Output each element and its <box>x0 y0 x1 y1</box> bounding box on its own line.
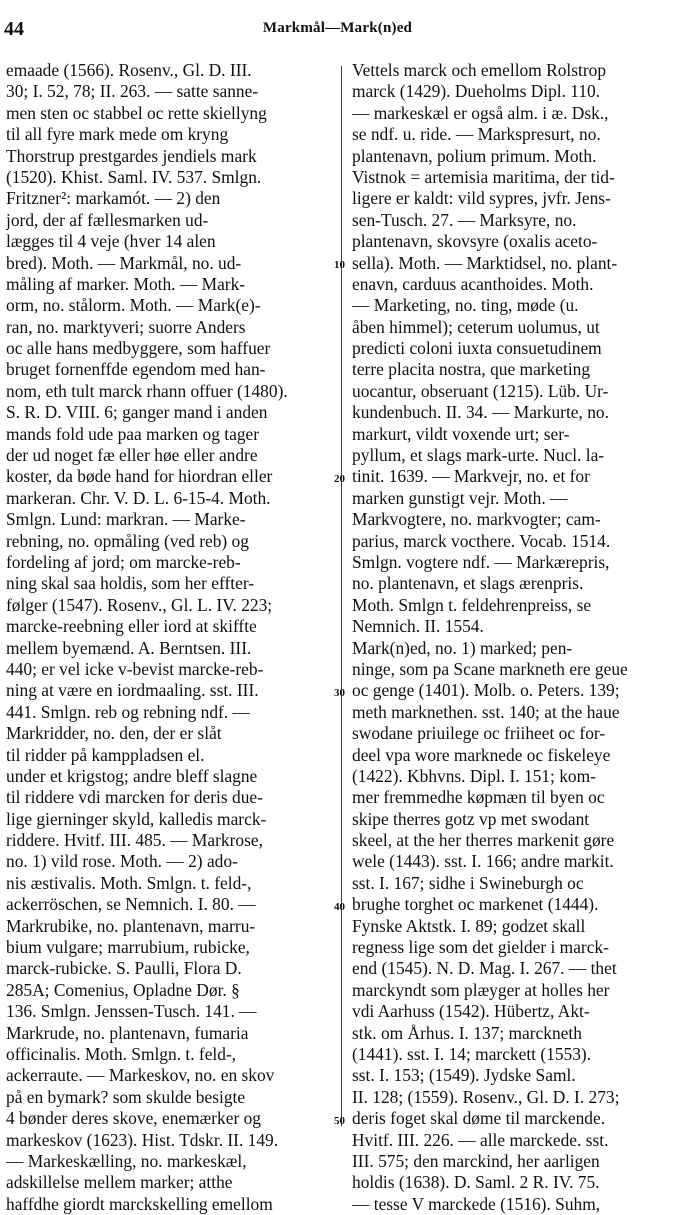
text-line: III. 575; den marckind, her aarligen <box>352 1150 600 1171</box>
text-line: 136. Smlgn. Jenssen-Tusch. 141. — <box>6 1001 257 1022</box>
text-line: mands fold ude paa marken og tager <box>6 423 260 444</box>
text-line: koster, da bøde hand for hiordran eller <box>6 466 273 487</box>
text-line: ackerraute. — Markeskov, no. en skov <box>6 1065 275 1086</box>
text-line: til all fyre mark mede om kryng <box>6 124 229 145</box>
text-line: pyllum, et slags mark-urte. Nucl. la- <box>352 445 605 466</box>
text-line: marken gunstigt vejr. Moth. — <box>352 487 568 508</box>
text-line: plantenavn, skovsyre (oxalis aceto- <box>352 231 598 252</box>
text-line: vdi Aarhuss (1542). Hübertz, Akt- <box>352 1001 590 1022</box>
text-line: fordeling af jord; om marcke-reb- <box>6 551 241 572</box>
text-line: sst. I. 153; (1549). Jydske Saml. <box>352 1065 576 1086</box>
text-line: riddere. Hvitf. III. 485. — Markrose, <box>6 830 263 851</box>
text-line: adskillelse mellem marker; atthe <box>6 1172 233 1193</box>
text-line: lægges til 4 veje (hver 14 alen <box>6 231 216 252</box>
text-line: sen-Tusch. 27. — Marksyre, no. <box>352 209 577 230</box>
text-line: Smlgn. Lund: markran. — Marke- <box>6 509 246 530</box>
text-line: swodane priuilege oc friiheet oc for- <box>352 723 606 744</box>
text-line: se ndf. u. ride. — Markspresurt, no. <box>352 124 601 145</box>
text-line: (1422). Kbhvns. Dipl. I. 151; kom- <box>352 765 596 786</box>
text-line: rebning, no. opmåling (ved reb) og <box>6 530 249 551</box>
text-line: holdis (1638). D. Saml. 2 R. IV. 75. <box>352 1172 600 1193</box>
text-line: regness lige som det gielder i marck- <box>352 937 609 958</box>
text-line: 4 bønder deres skove, enemærker og <box>6 1108 261 1129</box>
text-line: terre placita nostra, que marketing <box>352 359 591 380</box>
text-line: Smlgn. vogtere ndf. — Markærepris, <box>352 551 610 572</box>
text-line: no. plantenavn, et slags ærenpris. <box>352 573 584 594</box>
text-line: mellem byemænd. A. Berntsen. III. <box>6 637 252 658</box>
text-line: ning at være en iordmaaling. sst. III. <box>6 680 259 701</box>
text-line: på en bymark? som skulde besigte <box>6 1086 246 1107</box>
text-line: Markvogtere, no. markvogter; cam- <box>352 509 601 530</box>
text-line: skipe therres gotz vp met swodant <box>352 808 590 829</box>
text-line: marck-rubicke. S. Paulli, Flora D. <box>6 958 242 979</box>
text-line: Fritzner²: markamót. — 2) den <box>6 188 221 209</box>
text-line: 441. Smlgn. reb og rebning ndf. — <box>6 701 250 722</box>
text-line: S. R. D. VIII. 6; ganger mand i anden <box>6 402 268 423</box>
text-line: ning skal saa holdis, som her effter- <box>6 573 255 594</box>
line-number: 10 <box>334 258 345 271</box>
text-line: skeel, at the her therres markenit gøre <box>352 830 615 851</box>
running-head: Markmål—Mark(n)ed <box>262 20 413 36</box>
text-line: mer fremmedhe køpmæn til byen oc <box>352 787 605 808</box>
text-line: officinalis. Moth. Smlgn. t. feld-, <box>6 1043 237 1064</box>
text-line: — markeskæl er også alm. i æ. Dsk., <box>352 102 609 123</box>
text-line: end (1545). N. D. Mag. I. 267. — thet <box>352 958 617 979</box>
text-line: Fynske Aktstk. I. 89; godzet skall <box>352 915 586 936</box>
column-divider <box>341 66 342 1126</box>
text-line: Mark(n)ed, no. 1) marked; pen- <box>352 637 573 658</box>
text-line: deel vpa wore marknede oc fiskeleye <box>352 744 611 765</box>
text-line: markeran. Chr. V. D. L. 6-15-4. Moth. <box>6 487 271 508</box>
text-line: (1441). sst. I. 14; marckett (1553). <box>352 1043 592 1064</box>
text-line: markeskov (1623). Hist. Tdskr. II. 149. <box>6 1129 279 1150</box>
text-line: Markridder, no. den, der er slåt <box>6 723 222 744</box>
text-line: emaade (1566). Rosenv., Gl. D. III. <box>6 60 252 80</box>
text-line: åben himmel); ceterum uolumus, ut <box>352 316 600 337</box>
text-line: sst. I. 167; sidhe i Swineburgh oc <box>352 872 584 893</box>
text-line: deris foget skal døme til marckende. <box>352 1108 606 1129</box>
text-line: 30; I. 52, 78; II. 263. — satte sanne- <box>6 81 259 102</box>
page-header <box>0 0 675 60</box>
text-line: 440; er vel icke v-bevist marcke-reb- <box>6 658 264 679</box>
text-line: no. 1) vild rose. Moth. — 2) ado- <box>6 851 238 872</box>
text-line: meth marknethen. sst. 140; at the haue <box>352 701 620 722</box>
text-line: bruget fornenffde egendom med han- <box>6 359 266 380</box>
left-column <box>6 60 332 1215</box>
text-line: Vistnok = artemisia maritima, der tid- <box>352 166 615 187</box>
text-line: til ridder på kamppladsen el. <box>6 744 205 765</box>
text-line: måling af marker. Moth. — Mark- <box>6 273 246 294</box>
text-line: marckyndt som plæyger at holles her <box>352 979 610 1000</box>
text-line: ligere er kaldt: vild sypres, jvfr. Jens- <box>352 188 611 209</box>
text-line: der ud noget fæ eller høe eller andre <box>6 445 258 466</box>
text-line: tinit. 1639. — Markvejr, no. et for <box>352 466 590 487</box>
text-line: Nemnich. II. 1554. <box>352 616 484 637</box>
text-line: sella). Moth. — Marktidsel, no. plant- <box>352 252 618 273</box>
text-line: Markrude, no. plantenavn, fumaria <box>6 1022 249 1043</box>
text-line: II. 128; (1559). Rosenv., Gl. D. I. 273; <box>352 1086 620 1107</box>
page-number: 44 <box>4 18 24 40</box>
text-line: parius, marck vocthere. Vocab. 1514. <box>352 530 611 551</box>
text-line: Thorstrup prestgardes jendiels mark <box>6 145 257 166</box>
text-line: marcke-reebning eller iord at skiffte <box>6 616 257 637</box>
text-line: til riddere vdi marcken for deris due- <box>6 787 263 808</box>
text-line: 285A; Comenius, Opladne Dør. § <box>6 979 240 1000</box>
text-line: oc genge (1401). Molb. o. Peters. 139; <box>352 680 620 701</box>
text-line: orm, no. stålorm. Moth. — Mark(e)- <box>6 295 261 316</box>
line-number: 30 <box>334 686 345 699</box>
line-number: 50 <box>334 1114 345 1127</box>
text-line: Moth. Smlgn t. feldehrenpreiss, se <box>352 594 592 615</box>
text-line: nom, eth tult marck rhann offuer (1480). <box>6 380 288 401</box>
text-line: — Markeskælling, no. markeskæl, <box>6 1150 247 1171</box>
line-number: 40 <box>334 900 345 913</box>
right-column <box>352 60 668 1215</box>
text-line: ran, no. marktyveri; suorre Anders <box>6 316 246 337</box>
text-line: følger (1547). Rosenv., Gl. L. IV. 223; <box>6 594 273 615</box>
text-line: wele (1443). sst. I. 166; andre markit. <box>352 851 614 872</box>
text-line: uocantur, obseruant (1215). Lüb. Ur- <box>352 380 609 401</box>
text-line: brughe torghet oc markenet (1444). <box>352 894 599 915</box>
text-line: men sten oc stabbel oc rette skiellyng <box>6 102 267 123</box>
text-line: oc alle hans medbyggere, som haffuer <box>6 338 271 359</box>
text-line: nis æstivalis. Moth. Smlgn. t. feld-, <box>6 872 252 893</box>
text-line: predicti coloni iuxta consuetudinem <box>352 338 602 359</box>
text-line: (1520). Khist. Saml. IV. 537. Smlgn. <box>6 166 262 187</box>
text-line: kundenbuch. II. 34. — Markurte, no. <box>352 402 609 423</box>
text-line: Hvitf. III. 226. — alle marckede. sst. <box>352 1129 609 1150</box>
text-line: stk. om Århus. I. 137; marckneth <box>352 1022 582 1043</box>
text-line: haffdhe giordt marckskelling emellom <box>6 1193 273 1214</box>
text-line: ninge, som pa Scane markneth ere geue <box>352 658 628 679</box>
text-line: Markrubike, no. plantenavn, marru- <box>6 915 256 936</box>
text-line: under et krigstog; andre bleff slagne <box>6 765 258 786</box>
text-line: bred). Moth. — Markmål, no. ud- <box>6 252 242 273</box>
text-line: — Marketing, no. ting, møde (u. <box>352 295 579 316</box>
text-line: plantenavn, polium primum. Moth. <box>352 145 597 166</box>
text-line: enavn, carduus acanthoides. Moth. <box>352 273 594 294</box>
line-number: 20 <box>334 472 345 485</box>
text-line: ackerröschen, se Nemnich. I. 80. — <box>6 894 256 915</box>
text-line: marck (1429). Dueholms Dipl. 110. <box>352 81 601 102</box>
text-line: markurt, vildt voxende urt; ser- <box>352 423 570 444</box>
text-line: — tesse V marckede (1516). Suhm, <box>352 1193 601 1214</box>
text-line: bium vulgare; marrubium, rubicke, <box>6 937 250 958</box>
text-line: lige gierninger skyld, kalledis marck- <box>6 808 267 829</box>
text-line: jord, der af fællesmarken ud- <box>6 209 209 230</box>
text-line: Vettels marck och emellom Rolstrop <box>352 60 607 80</box>
